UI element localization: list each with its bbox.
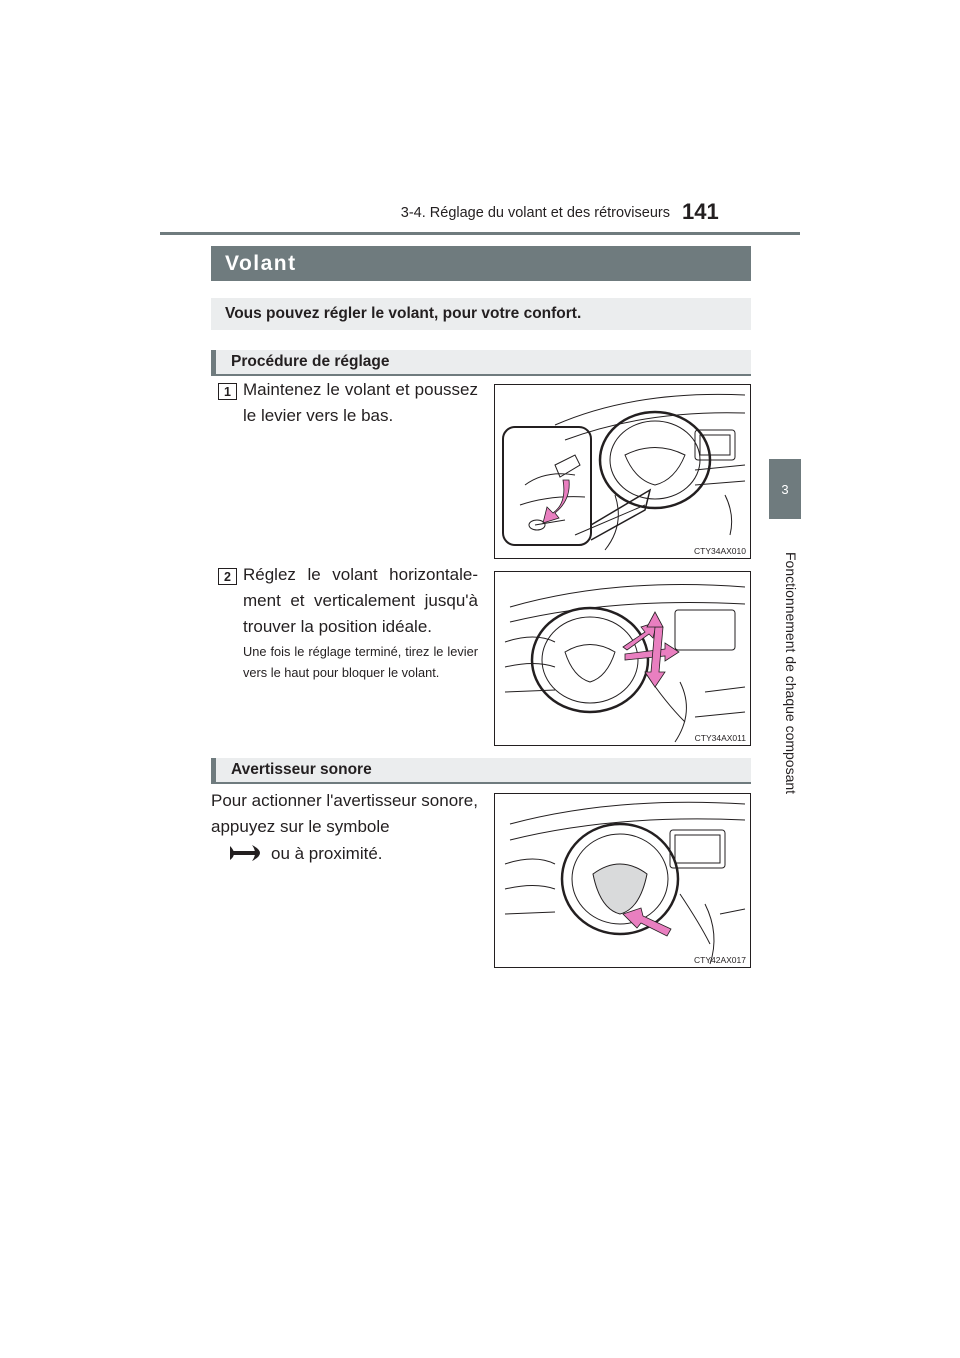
figure-3-code: CTY42AX017 bbox=[694, 955, 746, 965]
figure-lever-down-illustration bbox=[495, 385, 750, 558]
page-number: 141 bbox=[682, 199, 719, 224]
horn-text: Pour actionner l'avertisseur sonore, appuyez sur le symbole bbox=[211, 791, 478, 836]
procedure-heading bbox=[211, 350, 751, 376]
figure-1-code: CTY34AX010 bbox=[694, 546, 746, 556]
procedure-heading-text: Procédure de réglage bbox=[231, 353, 390, 370]
horn-icon bbox=[228, 842, 266, 864]
horn-heading bbox=[211, 758, 751, 784]
chapter-tab bbox=[769, 459, 801, 519]
figure-adjust-wheel-illustration bbox=[495, 572, 750, 745]
horn-text-after-icon: ou à proximité. bbox=[271, 844, 383, 863]
intro-text: Vous pouvez régler le volant, pour votre confort. bbox=[225, 305, 582, 322]
figure-2-code: CTY34AX011 bbox=[694, 733, 746, 743]
figure-horn bbox=[494, 793, 751, 968]
intro-box bbox=[211, 298, 751, 330]
page-title bbox=[211, 246, 751, 281]
figure-horn-illustration bbox=[495, 794, 750, 967]
step-1-text: Maintenez le volant et poussez le levier vers le bas. bbox=[243, 380, 478, 425]
chapter-number: 3 bbox=[781, 481, 789, 497]
step-2-note: Une fois le réglage terminé, tirez le levier vers le haut pour bloquer le volant. bbox=[243, 644, 478, 680]
figure-lever-down bbox=[494, 384, 751, 559]
horn-heading-text: Avertisseur sonore bbox=[231, 761, 372, 778]
header-rule bbox=[160, 232, 800, 235]
figure-adjust-wheel bbox=[494, 571, 751, 746]
running-header: 3-4. Réglage du volant et des rétroviseurs bbox=[400, 205, 670, 221]
chapter-title: Fonctionnement de chaque composant bbox=[783, 552, 799, 795]
step-1-number: 1 bbox=[218, 383, 237, 400]
step-2-text: Réglez le volant horizontale-ment et verticalement jusqu'à trouver la position idéale. bbox=[243, 565, 478, 636]
page-title-text: Volant bbox=[225, 251, 297, 275]
step-2-number: 2 bbox=[218, 568, 237, 585]
